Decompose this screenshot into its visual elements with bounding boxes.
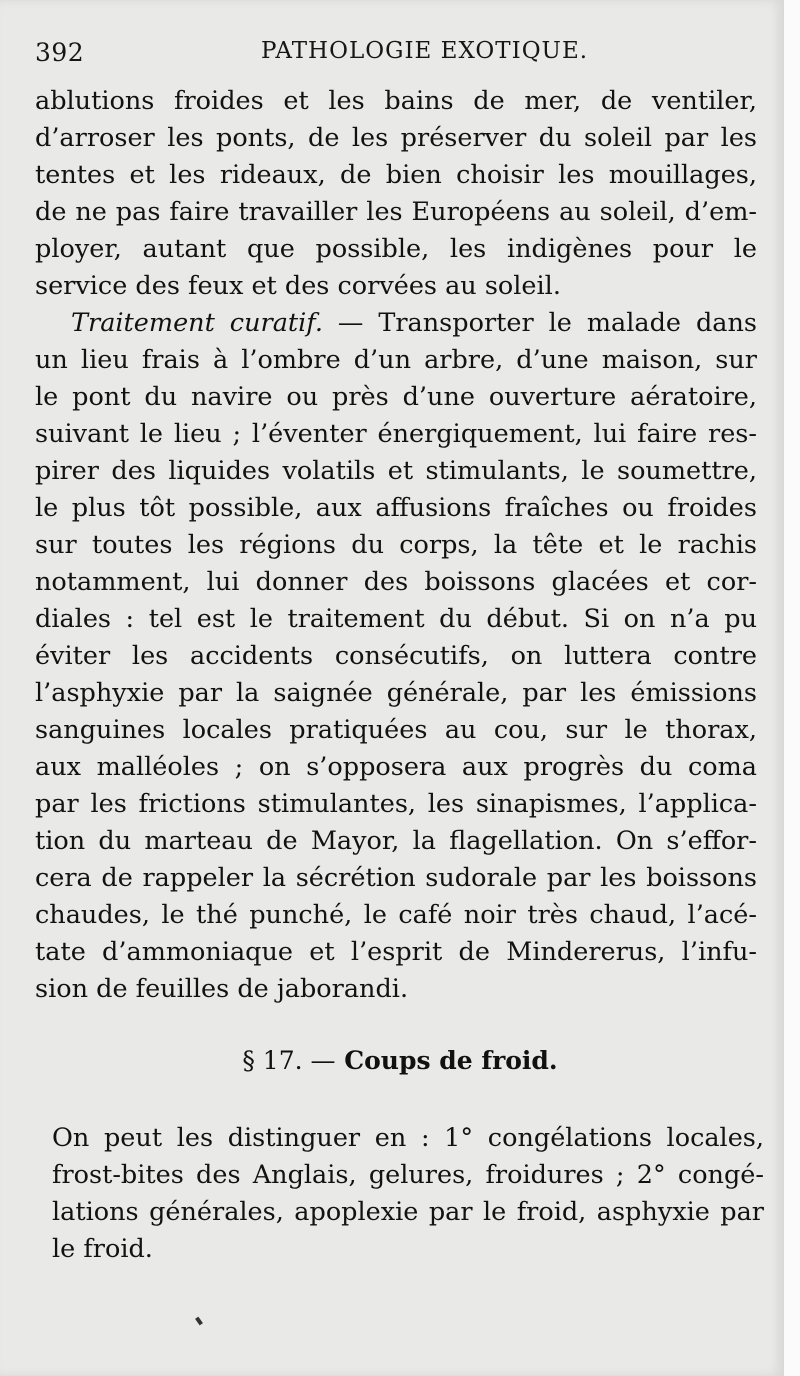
text-line: de ne pas faire travailler les Européens au soleil, d’em- [35, 197, 757, 227]
text-line: d’arroser les ponts, de les préserver du soleil par les [35, 123, 757, 153]
running-head: PATHOLOGIE EXOTIQUE. [261, 38, 589, 64]
text-line: éviter les accidents consécutifs, on luttera contre [35, 641, 757, 671]
section-heading [0, 1046, 800, 1075]
italic-heading: Traitement curatif. [71, 308, 323, 338]
page-number: 392 [35, 38, 85, 67]
text-line: notamment, lui donner des boissons glacées et cor- [35, 567, 757, 597]
paragraph-lead-line [35, 305, 757, 342]
text-line: sur toutes les régions du corps, la tête et le rachis [35, 530, 757, 560]
text-line: le plus tôt possible, aux affusions fraîches ou froides [35, 493, 757, 523]
text-line: On peut les distinguer en : 1° congélations locales, [52, 1123, 764, 1153]
text-line: service des feux et des corvées au soleil. [35, 271, 561, 301]
text-line: suivant le lieu ; l’éventer énergiquement, lui faire res- [35, 419, 757, 449]
text-line: par les frictions stimulantes, les sinapismes, l’applica- [35, 789, 757, 819]
lead-text: — Transporter le malade dans [322, 308, 757, 338]
section-title: Coups de froid. [344, 1046, 558, 1075]
text-line: tate d’ammoniaque et l’esprit de Mindererus, l’infu- [35, 937, 757, 967]
text-line: cera de rappeler la sécrétion sudorale par les boissons [35, 863, 757, 893]
text-line: l’asphyxie par la saignée générale, par les émissions [35, 678, 757, 708]
text-line: tentes et les rideaux, de bien choisir les mouillages, [35, 160, 757, 190]
section-text [52, 1120, 764, 1268]
main-text [35, 83, 757, 1008]
section-number: § 17. — [242, 1046, 336, 1075]
text-line: le froid. [52, 1234, 153, 1264]
text-line: ablutions froides et les bains de mer, de ventiler, [35, 86, 757, 116]
ink-mark [195, 1317, 203, 1326]
text-line: tion du marteau de Mayor, la flagellation. On s’effor- [35, 826, 757, 856]
text-line: le pont du navire ou près d’une ouverture aératoire, [35, 382, 757, 412]
text-line: sion de feuilles de jaborandi. [35, 974, 409, 1004]
page-edge [784, 0, 800, 1376]
page-header [35, 38, 755, 78]
text-line: diales : tel est le traitement du début. Si on n’a pu [35, 604, 757, 634]
text-line: ployer, autant que possible, les indigènes pour le [35, 234, 757, 264]
text-line: frost-bites des Anglais, gelures, froidures ; 2° congé- [52, 1160, 764, 1190]
text-line: aux malléoles ; on s’opposera aux progrès du coma [35, 752, 757, 782]
text-line: sanguines locales pratiquées au cou, sur le thorax, [35, 715, 757, 745]
text-line: lations générales, apoplexie par le froid, asphyxie par [52, 1197, 764, 1227]
text-line: un lieu frais à l’ombre d’un arbre, d’une maison, sur [35, 345, 757, 375]
text-line: pirer des liquides volatils et stimulants, le soumettre, [35, 456, 757, 486]
text-line: chaudes, le thé punché, le café noir très chaud, l’acé- [35, 900, 757, 930]
